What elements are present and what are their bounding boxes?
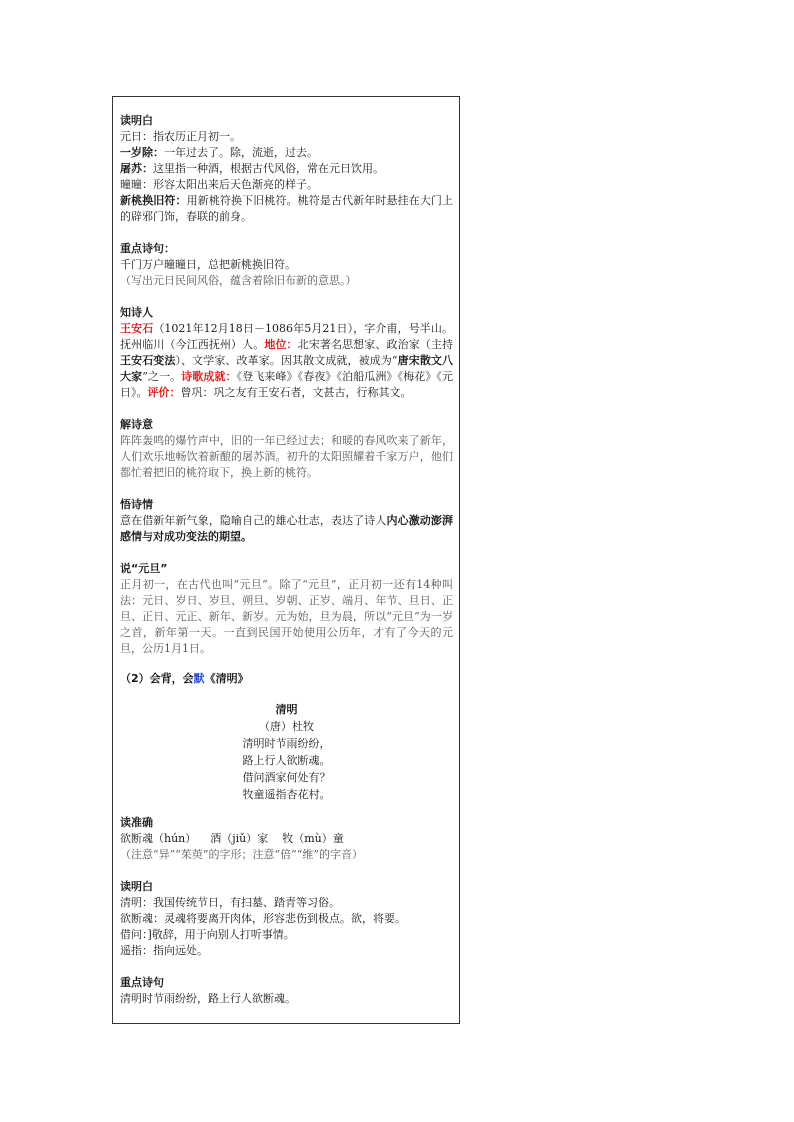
definition-item: 借问：]敬辞，用于向别人打听事情。	[120, 928, 295, 941]
task-heading: （2）会背，会默《清明》	[120, 672, 249, 685]
key-line-note: （写出元日民间风俗，蕴含着除旧布新的意思。）	[120, 274, 357, 287]
section-heading: 读准确	[120, 816, 153, 829]
section-heading: 读明白	[120, 880, 153, 893]
poem-line: 牧童遥指杏花村。	[242, 788, 331, 801]
section-heading: 解诗意	[120, 418, 153, 431]
poem-title: 清明	[275, 703, 298, 716]
definition-item: 一岁除：一年过去了。除，流逝，过去。	[120, 146, 318, 159]
section-heading: 说“元旦”	[120, 562, 168, 575]
pronunciation-note: （注意“异”“茱萸”的字形；注意“倍”“维”的字音）	[120, 848, 363, 861]
definition-item: 欲断魂：灵魂将要离开肉体，形容悲伤到极点。欲，将要。	[120, 912, 406, 925]
section-heading: 知诗人	[120, 306, 153, 319]
definition-item: 元日：指农历正月初一。	[120, 130, 241, 143]
key-line: 清明时节雨纷纷，路上行人欲断魂。	[120, 992, 296, 1005]
definition-item: 清明：我国传统节日，有扫墓、踏青等习俗。	[120, 896, 340, 909]
section-heading: 悟诗情	[120, 498, 153, 511]
definition-item: 屠苏：这里指一种酒，根据古代风俗，常在元日饮用。	[120, 162, 384, 175]
key-line: 千门万户曈曈日，总把新桃换旧符。	[120, 258, 296, 271]
poem-author: （唐）杜牧	[259, 720, 314, 733]
section-heading: 重点诗句	[120, 976, 164, 989]
poem-meaning: 阵阵轰鸣的爆竹声中，旧的一年已经过去；和暖的春风吹来了新年，人们欢乐地畅饮着新酿的屠苏酒。初升的太阳照耀着千家万户，他们都忙着把旧的桃符取下，换上新的桃符。	[120, 434, 453, 479]
definition-item: 新桃换旧符：用新桃符换下旧桃符。桃符是古代新年时悬挂在大门上的辟邪门饰，春联的前身。	[120, 194, 454, 223]
poem-line: 路上行人欲断魂。	[242, 754, 331, 767]
poet-name: 王安石	[120, 322, 154, 335]
poem-line: 清明时节雨纷纷，	[242, 737, 331, 750]
section-heading: 重点诗句：	[120, 242, 175, 255]
poem-emotion: 意在借新年新气象，隐喻自己的雄心壮志，表达了诗人内心激动澎湃感情与对成功变法的期望。	[120, 514, 454, 543]
yuandan-text: 正月初一，在古代也叫“元旦”。除了“元旦”，正月初一还有14种叫法：元日、岁日、岁旦、朔旦、岁朝、正岁、端月、年节、旦日、正旦、正日、元正、新年、新岁。元为始，旦为晨，所以“元旦”为一岁之首，新年第一天。一直到民国开始使用公历年，才有了今天的元旦，公历1月1日。	[120, 578, 453, 655]
poem-block	[120, 701, 453, 803]
poem-line: 借问酒家何处有？	[242, 771, 331, 784]
content-box	[112, 96, 460, 1024]
poet-bio: 王安石（1021年12月18日－1086年5月21日），字介甫，号半山。抚州临川（今江西抚州）人。地位：北宋著名思想家、政治家（主持王安石变法）、文学家、改革家。因其散文成就，被成为“唐宋散文八大家”之一。诗歌成就：《登飞来峰》《春夜》《泊船瓜洲》《梅花》《元日》。评价：曾巩：巩之友有王安石者，文甚古，行称其文。	[120, 322, 454, 399]
section-heading: 读明白	[120, 114, 153, 127]
definition-item: 遥指：指向远处。	[120, 944, 208, 957]
definition-item: 曈曈：形容太阳出来后天色渐亮的样子。	[120, 178, 318, 191]
pronunciation-line: 欲断魂（hún） 酒（jiǔ）家 牧（mù）童	[120, 832, 344, 845]
